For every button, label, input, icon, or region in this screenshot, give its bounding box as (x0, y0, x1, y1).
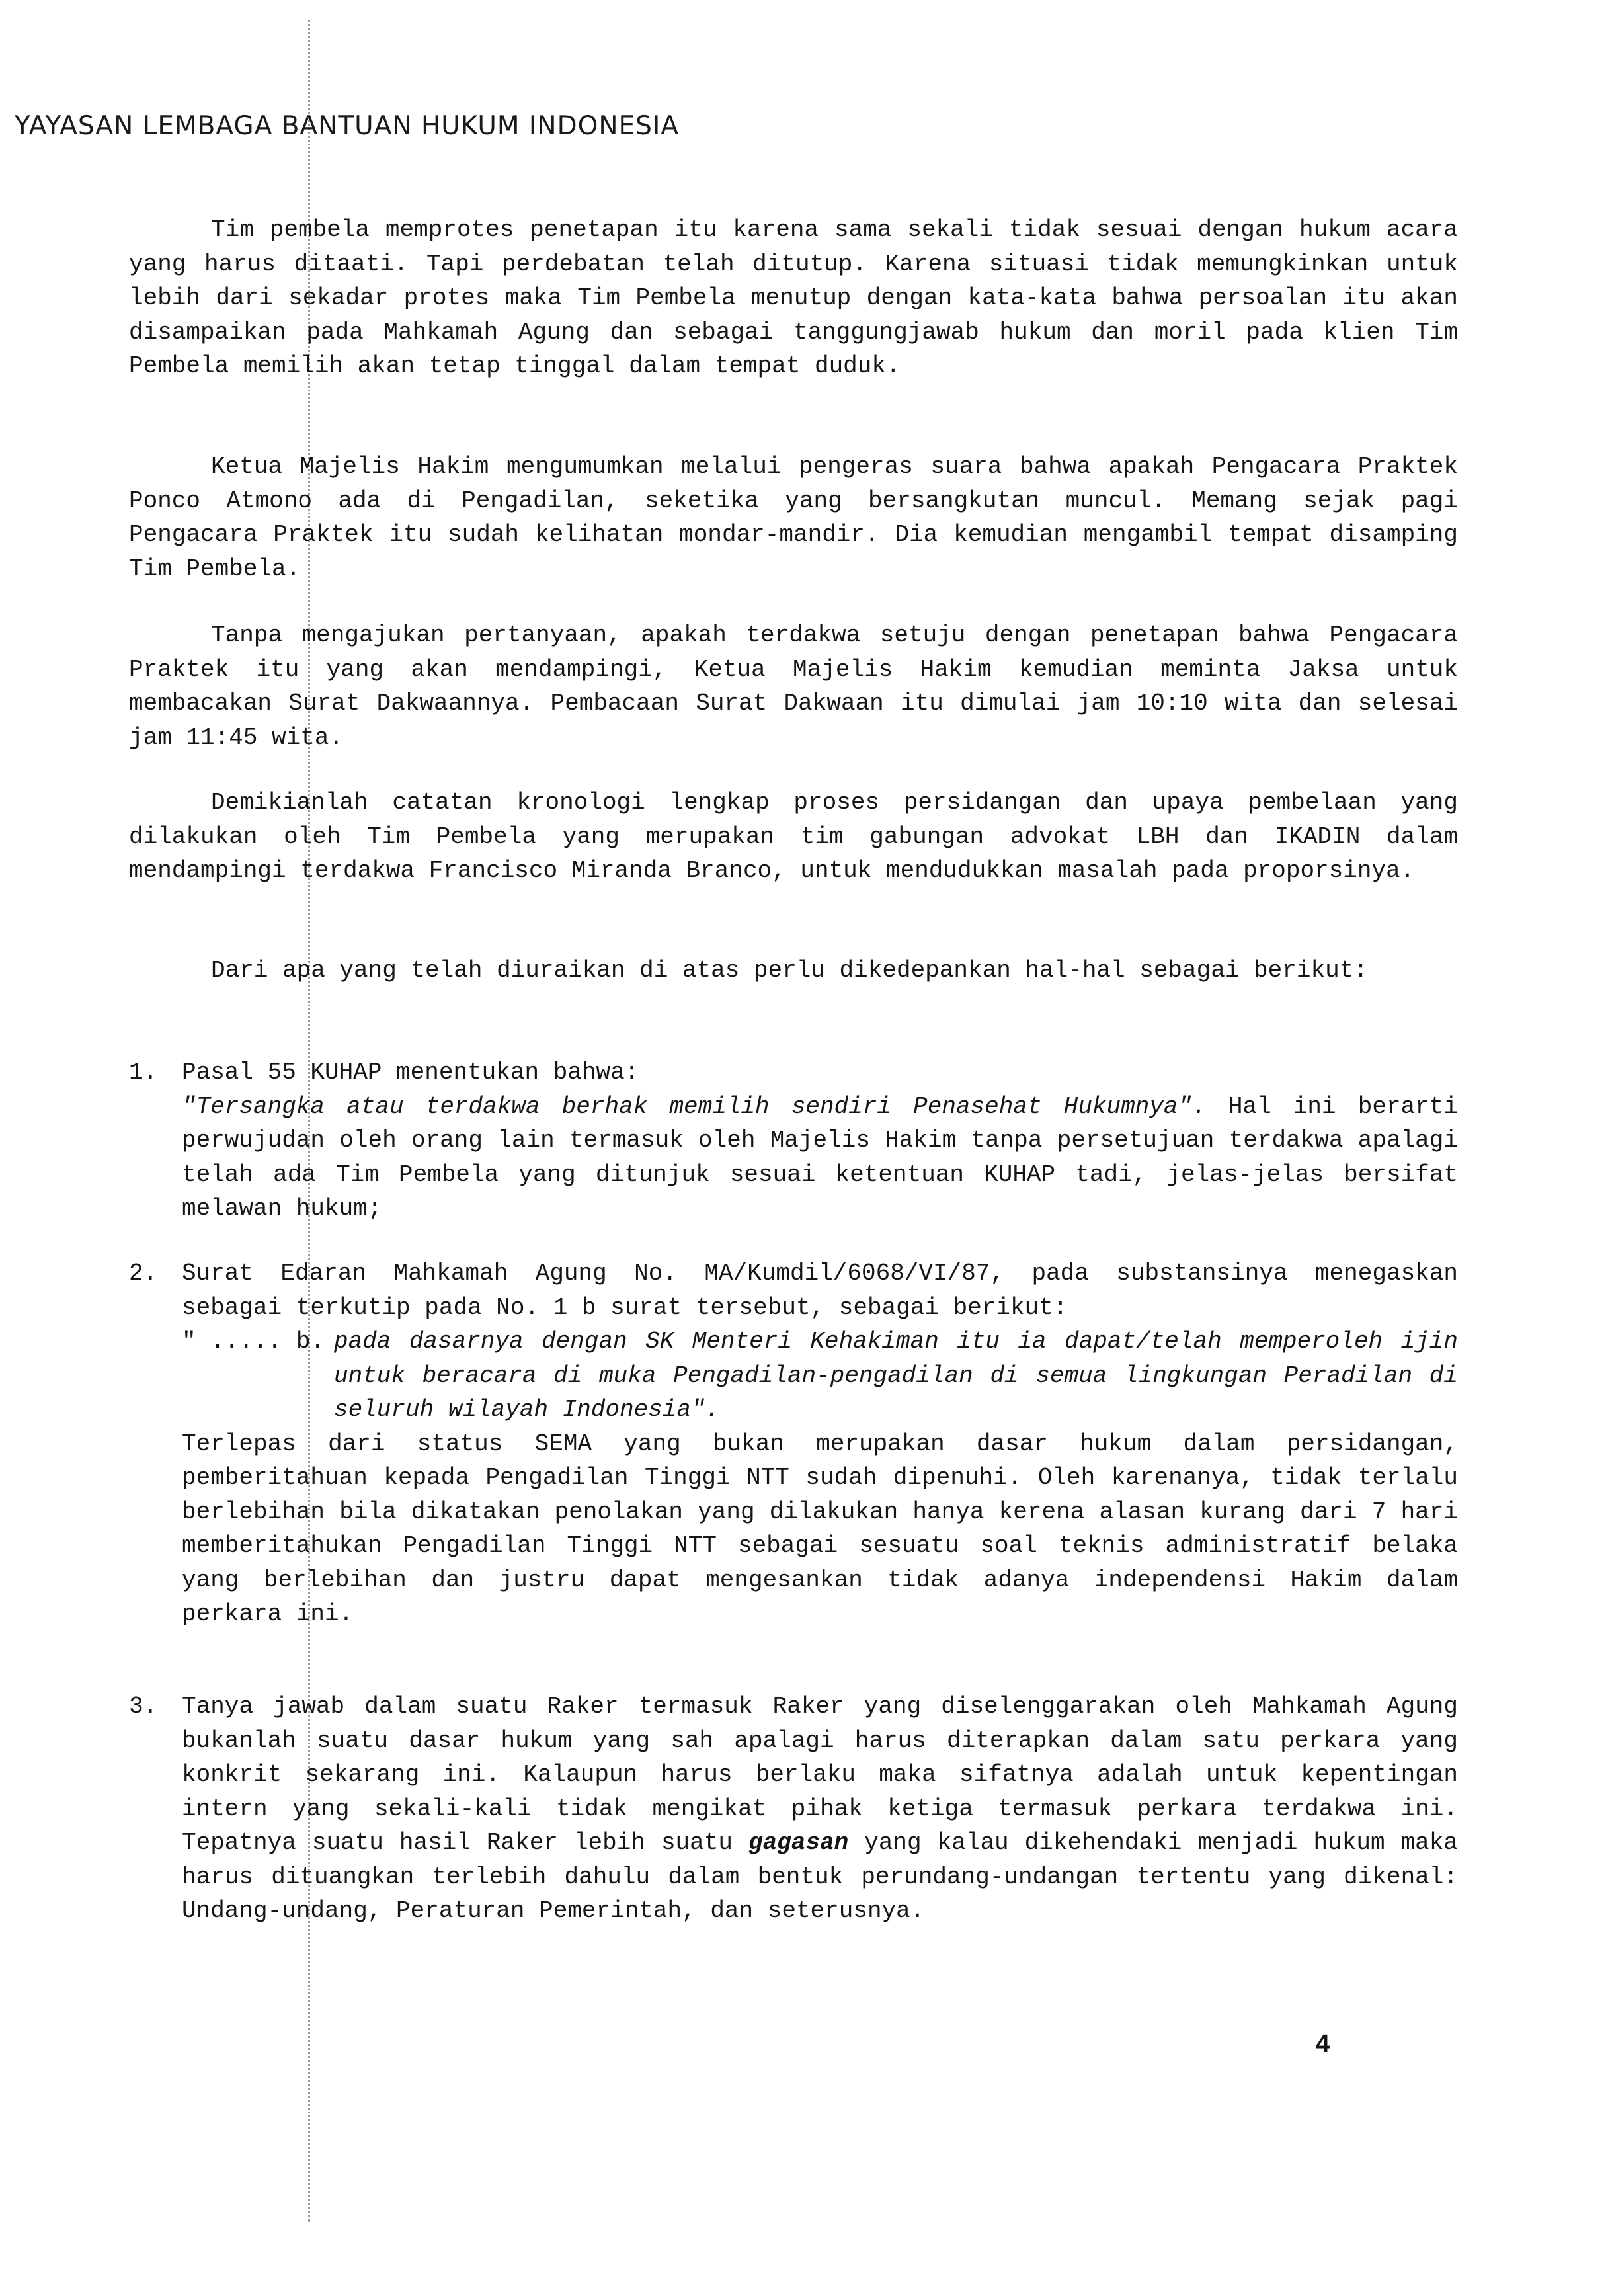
paragraph: Tim pembela memprotes penetapan itu karena sama sekali tidak sesuai dengan hukum acara yang harus ditaati. Tapi perdebatan telah ditutup. Karena situasi tidak memungkinkan untuk lebih dari sekadar protes maka Tim Pembela menutup dengan kata-kata bahwa persoalan itu akan disampaikan pada Mahkamah Agung dan sebagai tanggungjawab hukum dan moril pada klien Tim Pembela memilih akan tetap tinggal dalam tempat duduk. (129, 216, 1458, 380)
list-item (129, 1256, 1458, 1631)
paragraph: Tanpa mengajukan pertanyaan, apakah terdakwa setuju dengan penetapan bahwa Pengacara Praktek itu yang akan mendampingi, Ketua Majelis Hakim kemudian meminta Jaksa untuk membacakan Surat Dakwaannya. Pembacaan Surat Dakwaan itu dimulai jam 10:10 wita dan selesai jam 11:45 wita. (129, 622, 1458, 751)
list-item-number: 3. (129, 1693, 158, 1720)
quote-lead: " ..... b. (182, 1328, 325, 1355)
list-item (129, 1055, 1458, 1226)
page-number: 4 (1316, 2030, 1330, 2058)
quoted-law: "Tersangka atau terdakwa berhak memilih sendiri Penasehat Hukumnya". (182, 1092, 1207, 1120)
paragraph: Demikianlah catatan kronologi lengkap proses persidangan dan upaya pembelaan yang dilakukan oleh Tim Pembela yang merupakan tim gabungan advokat LBH dan IKADIN dalam mendampingi terdakwa Francisco Miranda Branco, untuk mendudukkan masalah pada proporsinya. (129, 789, 1458, 884)
quoted-circular: pada dasarnya dengan SK Menteri Kehakiman itu ia dapat/telah memperoleh ijin untuk beracara di muka Pengadilan-pengadilan di semua lingkungan Peradilan di seluruh wilayah Indonesia". (334, 1328, 1458, 1423)
list-item (129, 1690, 1458, 1928)
list-item-text: Hal ini berarti perwujudan oleh orang lain termasuk oleh Majelis Hakim tanpa persetujuan terdakwa apalagi telah ada Tim Pembela yang ditunjuk sesuai ketentuan KUHAP tadi, jelas-jelas bersifat melawan hukum; (182, 1092, 1458, 1222)
paragraph: Dari apa yang telah diuraikan di atas perlu dikedepankan hal-hal sebagai berikut: (211, 957, 1368, 984)
list-item-intro: Pasal 55 KUHAP menentukan bahwa: (182, 1059, 639, 1086)
list-item-intro: Surat Edaran Mahkamah Agung No. MA/Kumdil/6068/VI/87, pada substansinya menegaskan sebagai terkutip pada No. 1 b surat tersebut, sebagai berikut: (182, 1260, 1458, 1321)
list-item-number: 2. (129, 1260, 158, 1287)
organization-header: YAYASAN LEMBAGA BANTUAN HUKUM INDONESIA (15, 111, 680, 141)
list-item-number: 1. (129, 1059, 158, 1086)
list-item-text: Terlepas dari status SEMA yang bukan merupakan dasar hukum dalam persidangan, pemberitahuan kepada Pengadilan Tinggi NTT sudah dipenuhi. Oleh karenanya, tidak terlalu berlebihan bila dikatakan penolakan yang dilakukan hanya kerena alasan kurang dari 7 hari memberitahukan Pengadilan Tinggi NTT sebagai sesuatu soal teknis administratif belaka yang berlebihan dan justru dapat mengesankan tidak adanya independensi Hakim dalam perkara ini. (182, 1430, 1458, 1627)
list-item-text: Tanya jawab dalam suatu Raker termasuk Raker yang diselenggarakan oleh Mahkamah Agung bukanlah suatu dasar hukum yang sah apalagi harus diterapkan dalam satu perkara yang konkrit sekarang ini. Kalaupun harus berlaku maka sifatnya adalah untuk kepentingan intern yang sekali-kali tidak mengikat pihak ketiga termasuk perkara terdakwa ini. Tepatnya suatu hasil Raker lebih suatu (182, 1693, 1458, 1856)
paragraph: Ketua Majelis Hakim mengumumkan melalui pengeras suara bahwa apakah Pengacara Praktek Ponco Atmono ada di Pengadilan, seketika yang bersangkutan muncul. Memang sejak pagi Pengacara Praktek itu sudah kelihatan mondar-mandir. Dia kemudian mengambil tempat disamping Tim Pembela. (129, 453, 1458, 583)
list-item-text: yang kalau dikehendaki menjadi hukum maka harus dituangkan terlebih dahulu dalam bentuk perundang-undangan tertentu yang dikenal: Undang-undang, Peraturan Pemerintah, dan seterusnya. (182, 1829, 1458, 1924)
emphasis-term: gagasan (748, 1829, 849, 1856)
